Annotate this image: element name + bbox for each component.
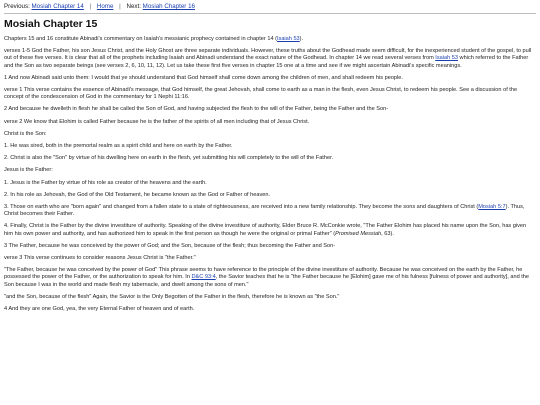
dc-93-4-link[interactable]: D&C 93:4 (191, 274, 216, 281)
next-chapter-link[interactable]: Mosiah Chapter 16 (142, 3, 195, 10)
father-heading: Jesus is the Father: (4, 167, 53, 174)
son-point-1: 1. He was sired, both in the premortal realm as a spirit child and here on earth by the Father. (4, 143, 233, 150)
intro-paragraph: Chapters 15 and 16 constitute Abinadi's commentary on Isaiah's messianic prophecy contained in chapter 14 (Isaiah 53). (4, 36, 304, 42)
commentary-verse-2: verse 2 We know that Elohim is called Father because he is the father of the spirits of all men including that of Jesus Christ. (4, 118, 310, 125)
top-navigation (4, 3, 536, 12)
commentary-verses-1-5: verses 1-5 God the Father, his son Jesus Christ, and the Holy Ghost are three separate individuals. However, these truths about the Godhead made seem difficult, for the inexperienced student of the gospel, to pull out of these five verses. It is clear that all of the prophets including Isaiah and Abinadi understand the exact nature of the Godhead. In chapter 14 we read several verses from Isaiah 53 which referred to the Father and the Son as two separate beings (see verses 2, 6, 10, 11, 12). Let us take these first five verses in chapter 15 one at a time and see if we might ascertain Abinadi's specific meanings. (4, 48, 532, 69)
commentary-father-phrase: "The Father, because he was conceived by the power of God" This phrase seems to have reference to the principle of the divine investiture of authority. Because he was conceived on the earth by the Father, he possessed the power of the Father, or the authorization to speak for him. In D&C 93:4, the Savior teaches that he is "the Father because he [Elohim] gave me of his fulness [fulness of power and authority], and the Son because I was in the world and made flesh my tabernacle, and dwelt among the sons of men." (4, 267, 530, 288)
nav-separator: | (119, 3, 121, 10)
father-point-4: 4. Finally, Christ is the Father by the divine investiture of authority. Speaking of the divine investiture of authority, Elder Bruce R. McConkie wrote, "The Father Elohim has placed his name upon the Son, has given him his own power and authority, and has authorized him to speak in the first person as though he were the original or primal Father" (Promised Messiah, 63). (4, 223, 527, 237)
home-link[interactable]: Home (96, 3, 114, 10)
father-point-1: 1. Jesus is the Father by virtue of his role as creator of the heavens and the earth. (4, 179, 207, 186)
scripture-verse-1: 1 And now Abinadi said unto them: I would that ye should understand that God himself shall come down among the children of men, and shall redeem his people. (4, 74, 403, 81)
page-title: Mosiah Chapter 15 (4, 18, 98, 30)
father-point-2: 2. In his role as Jehovah, the God of the Old Testament, he became known as the God or Father of heaven. (4, 191, 271, 198)
son-heading: Christ is the Son: (4, 130, 47, 137)
commentary-son-phrase: "and the Son, because of the flesh" Again, the Savior is the Only Begotten of the Father in the flesh, therefore he is known as "the Son." (4, 293, 340, 300)
commentary-verse-3: verse 3 This verse continues to consider reasons Jesus Christ is "the Father." (4, 255, 196, 262)
isaiah-53-link[interactable]: Isaiah 53 (276, 36, 300, 42)
scripture-verse-3: 3 The Father, because he was conceived by the power of God; and the Son, because of the flesh; thus becoming the Father and Son- (4, 242, 336, 249)
next-label: Next: (126, 3, 141, 10)
father-point-3: 3. Those on earth who are "born again" and changed from a fallen state to a state of righteousness, are received into a new family relationship. They become the sons and daughters of Christ (Mosiah 5:7). Thus, Christ becomes their Father. (4, 204, 525, 218)
divider (4, 13, 536, 14)
isaiah-53-link[interactable]: Isaiah 53 (435, 55, 458, 62)
mosiah-5-7-link[interactable]: Mosiah 5:7 (478, 204, 506, 211)
previous-label: Previous: (4, 3, 30, 10)
previous-chapter-link[interactable]: Mosiah Chapter 14 (31, 3, 84, 10)
son-point-2: 2. Christ is also the "Son" by virtue of his dwelling here on earth in the flesh, yet submitting his will completely to the will of the Father. (4, 155, 334, 162)
book-title: Promised Messiah (335, 230, 382, 237)
nav-separator: | (89, 3, 92, 10)
commentary-verse-1: verse 1 This verse contains the essence of Abinadi's message, that God himself, the great Jehovah, shall come to earth as a man in the flesh, even Jesus Christ, to redeem his people. See a discussion of the concept of the condescension of God in the commentary for 1 Nephi 11:16. (4, 87, 518, 101)
scripture-verse-2: 2 And because he dwelleth in flesh he shall be called the Son of God, and having subjected the flesh to the will of the Father, being the Father and the Son- (4, 106, 389, 113)
scripture-verse-4: 4 And they are one God, yea, the very Eternal Father of heaven and of earth. (4, 306, 195, 313)
